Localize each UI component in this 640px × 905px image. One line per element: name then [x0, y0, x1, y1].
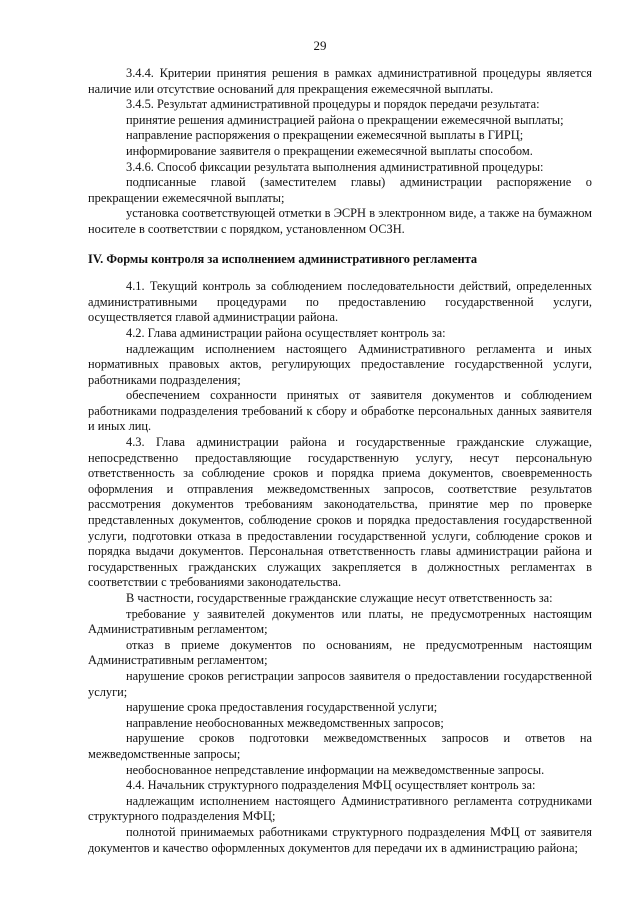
paragraph: нарушение срока предоставления государственной услуги; — [126, 700, 438, 715]
document-text — [88, 66, 592, 856]
paragraph: 3.4.6. Способ фиксации результата выполнения административной процедуры: — [126, 159, 544, 174]
paragraph: надлежащим исполнением настоящего Административного регламента сотрудниками структурного подразделения МФЦ; — [88, 793, 592, 824]
paragraph: необоснованное непредставление информации на межведомственные запросы. — [126, 762, 545, 777]
paragraph: надлежащим исполнением настоящего Административного регламента и иных нормативных правовых актов, регулирующих предоставление государственной услуги, работниками подразделения; — [88, 341, 592, 387]
paragraph: отказ в приеме документов по основаниям, не предусмотренным настоящим Административным регламентом; — [88, 637, 592, 668]
paragraph: 4.4. Начальник структурного подразделения МФЦ осуществляет контроль за: — [126, 778, 536, 793]
paragraph: 3.4.5. Результат административной процедуры и порядок передачи результата: — [126, 97, 540, 112]
paragraph: нарушение сроков подготовки межведомственных запросов и ответов на межведомственные запросы; — [88, 731, 592, 761]
paragraph: направление распоряжения о прекращении ежемесячной выплаты в ГИРЦ; — [126, 128, 524, 143]
paragraph: В частности, государственные гражданские служащие несут ответственность за: — [126, 591, 553, 605]
paragraph: полнотой принимаемых работниками структурного подразделения МФЦ от заявителя документов и качество оформленных документов для передачи их в администрацию района; — [88, 824, 592, 855]
paragraph: принятие решения администрацией района о прекращении ежемесячной выплаты; — [126, 112, 564, 127]
paragraph: 3.4.4. Критерии принятия решения в рамках административной процедуры является наличие или отсутствие оснований для прекращения ежемесячной выплаты. — [88, 66, 592, 96]
paragraph: направление необоснованных межведомственных запросов; — [126, 715, 444, 730]
paragraph: информирование заявителя о прекращении ежемесячной выплаты способом. — [126, 143, 533, 158]
paragraph: установка соответствующей отметки в ЭСРН в электронном виде, а также на бумажном носителе в соответствии с порядком, установленном ОСЗН. — [88, 206, 592, 236]
paragraph: подписанные главой (заместителем главы) администрации распоряжение о прекращении ежемесячной выплаты; — [88, 175, 592, 205]
page-number: 29 — [313, 38, 327, 53]
paragraph: 4.3. Глава администрации района и государственные гражданские служащие, непосредственно предоставляющие государственную услугу, несут персональную ответственность за соблюдение сроков и порядка приема документов, своевременность оформления и отправления межведомственных запросов, соответствие результатов рассмотрения документов требованиям законодательства, принятие мер по проверке представленных документов, соблюдение сроков и порядка предоставления государственной услуги, подготовки отказа в предоставлении государственной услуги, соблюдение сроков и порядка выдачи документов. Персональная ответственность главы администрации района и государственных гражданских служащих закрепляется в должностных регламентах в соответствии с требованиями законодательства. — [88, 435, 592, 590]
paragraph: нарушение сроков регистрации запросов заявителя о предоставлении государственной услуги; — [88, 668, 592, 699]
paragraph: обеспечением сохранности принятых от заявителя документов и соблюдением работниками подразделения требований к сбору и обработке персональных данных заявителя и иных лиц. — [88, 388, 592, 434]
paragraph: требование у заявителей документов или платы, не предусмотренных настоящим Административным регламентом; — [88, 606, 592, 637]
paragraph: 4.2. Глава администрации района осуществляет контроль за: — [126, 325, 446, 340]
paragraph: 4.1. Текущий контроль за соблюдением последовательности действий, определенных административными процедурами по предоставлению государственной услуги, осуществляется главой администрации района. — [88, 279, 592, 325]
section-heading: IV. Формы контроля за исполнением административного регламента — [88, 251, 478, 266]
